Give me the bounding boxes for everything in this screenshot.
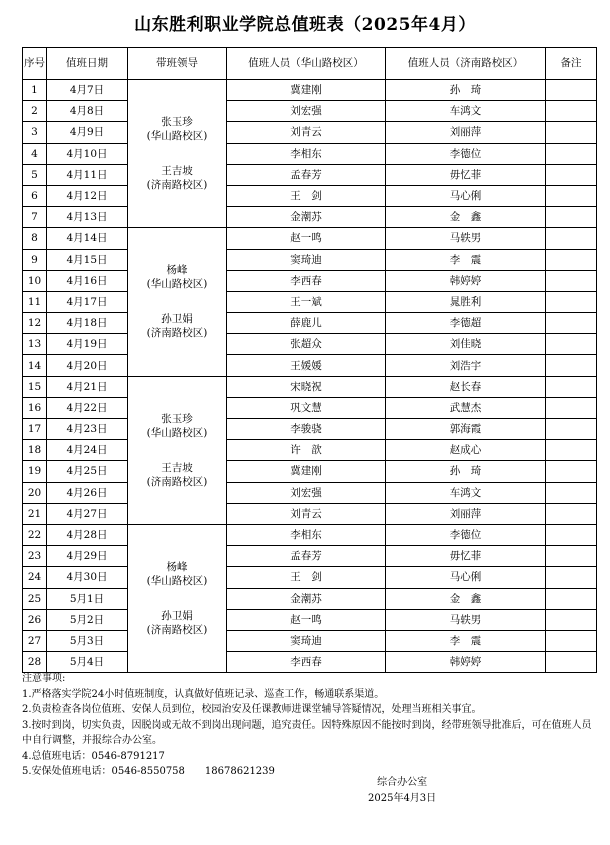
- leader-campus: (华山路校区): [146, 130, 208, 143]
- table-row: [23, 355, 597, 376]
- cell-huashan-staff: 宋晓祝: [227, 376, 386, 397]
- duty-table: [22, 47, 597, 673]
- cell-seq: 19: [23, 461, 47, 482]
- cell-seq: 27: [23, 630, 47, 651]
- cell-huashan-staff: 窦琦迪: [227, 630, 386, 651]
- cell-leader: [128, 80, 227, 228]
- leader-spacer: [128, 440, 226, 456]
- cell-jinan-staff: 孙 琦: [386, 80, 546, 101]
- leader-name: 张玉珍: [161, 412, 193, 425]
- note-item: 3.按时到岗，切实负责，因脱岗或无故不到岗出现问题，追究责任。因特殊原因不能按时到岗，经带班领导批准后，可在值班人员中自行调整，并报综合办公室。: [22, 719, 592, 746]
- cell-jinan-staff: 毋忆菲: [386, 164, 546, 185]
- cell-remark: [546, 313, 597, 334]
- cell-huashan-staff: 刘宏强: [227, 482, 386, 503]
- cell-seq: 7: [23, 207, 47, 228]
- table-row: [23, 101, 597, 122]
- table-row: [23, 122, 597, 143]
- cell-remark: [546, 419, 597, 440]
- cell-date: 5月4日: [47, 652, 128, 673]
- table-row: [23, 503, 597, 524]
- table-row: [23, 588, 597, 609]
- table-row: [23, 143, 597, 164]
- cell-jinan-staff: 韩婷婷: [386, 270, 546, 291]
- cell-remark: [546, 207, 597, 228]
- cell-jinan-staff: 赵成心: [386, 440, 546, 461]
- cell-seq: 23: [23, 546, 47, 567]
- cell-remark: [546, 524, 597, 545]
- cell-jinan-staff: 金 鑫: [386, 588, 546, 609]
- cell-jinan-staff: 马心俐: [386, 567, 546, 588]
- leader-name: 张玉珍: [161, 116, 193, 129]
- cell-jinan-staff: 车鸿文: [386, 482, 546, 503]
- cell-remark: [546, 334, 597, 355]
- cell-date: 4月22日: [47, 397, 128, 418]
- cell-jinan-staff: 马轶男: [386, 609, 546, 630]
- cell-remark: [546, 461, 597, 482]
- cell-seq: 1: [23, 80, 47, 101]
- cell-huashan-staff: 王 剑: [227, 567, 386, 588]
- cell-jinan-staff: 李 震: [386, 630, 546, 651]
- notes-heading: 注意事项:: [22, 673, 66, 684]
- leader-name: 王吉坡: [161, 461, 193, 474]
- cell-date: 4月9日: [47, 122, 128, 143]
- leader-spacer: [128, 588, 226, 604]
- cell-leader: [128, 524, 227, 672]
- cell-date: 4月23日: [47, 419, 128, 440]
- cell-remark: [546, 80, 597, 101]
- cell-huashan-staff: 孟春芳: [227, 164, 386, 185]
- cell-date: 4月16日: [47, 270, 128, 291]
- cell-seq: 22: [23, 524, 47, 545]
- cell-seq: 9: [23, 249, 47, 270]
- leader-spacer: [128, 143, 226, 159]
- table-row: [23, 546, 597, 567]
- cell-jinan-staff: 车鸿文: [386, 101, 546, 122]
- cell-seq: 16: [23, 397, 47, 418]
- cell-seq: 8: [23, 228, 47, 249]
- cell-remark: [546, 185, 597, 206]
- cell-jinan-staff: 晁胜利: [386, 291, 546, 312]
- leader-campus: (济南路校区): [146, 475, 208, 488]
- cell-huashan-staff: 王媛媛: [227, 355, 386, 376]
- cell-date: 4月11日: [47, 164, 128, 185]
- table-row: [23, 185, 597, 206]
- issuer-block: [368, 775, 436, 807]
- cell-remark: [546, 228, 597, 249]
- cell-huashan-staff: 刘青云: [227, 503, 386, 524]
- table-row: [23, 482, 597, 503]
- cell-seq: 11: [23, 291, 47, 312]
- cell-huashan-staff: 李西春: [227, 270, 386, 291]
- note-item: 2.负责检查各岗位值班、安保人员到位，校园治安及任课教师进课堂辅导答疑情况，处理当班相关事宜。: [22, 704, 482, 715]
- cell-huashan-staff: 赵一鸣: [227, 228, 386, 249]
- table-header-row: [23, 48, 597, 80]
- cell-remark: [546, 376, 597, 397]
- issue-date: 2025年4月3日: [368, 793, 437, 804]
- cell-remark: [546, 652, 597, 673]
- table-row: [23, 228, 597, 249]
- cell-jinan-staff: 李德位: [386, 143, 546, 164]
- leader-campus: (济南路校区): [146, 179, 208, 192]
- cell-jinan-staff: 马心俐: [386, 185, 546, 206]
- cell-remark: [546, 122, 597, 143]
- cell-jinan-staff: 孙 琦: [386, 461, 546, 482]
- cell-seq: 4: [23, 143, 47, 164]
- cell-date: 4月7日: [47, 80, 128, 101]
- cell-jinan-staff: 金 鑫: [386, 207, 546, 228]
- cell-seq: 13: [23, 334, 47, 355]
- leader-name: 孙卫娟: [161, 610, 193, 623]
- cell-date: 4月27日: [47, 503, 128, 524]
- table-row: [23, 652, 597, 673]
- cell-huashan-staff: 李相东: [227, 143, 386, 164]
- cell-remark: [546, 630, 597, 651]
- header-remark: 备注: [546, 48, 597, 80]
- cell-date: 4月30日: [47, 567, 128, 588]
- cell-huashan-staff: 孟春芳: [227, 546, 386, 567]
- table-row: [23, 80, 597, 101]
- cell-huashan-staff: 张超众: [227, 334, 386, 355]
- leader-name: 王吉坡: [161, 165, 193, 178]
- cell-seq: 3: [23, 122, 47, 143]
- leader-name: 杨峰: [166, 264, 188, 277]
- cell-jinan-staff: 郭海霞: [386, 419, 546, 440]
- cell-seq: 25: [23, 588, 47, 609]
- cell-remark: [546, 503, 597, 524]
- cell-seq: 26: [23, 609, 47, 630]
- cell-date: 4月12日: [47, 185, 128, 206]
- table-row: [23, 440, 597, 461]
- table-row: [23, 164, 597, 185]
- cell-huashan-staff: 冀建刚: [227, 461, 386, 482]
- cell-date: 4月26日: [47, 482, 128, 503]
- header-jinan-staff: 值班人员（济南路校区）: [386, 48, 546, 80]
- cell-seq: 12: [23, 313, 47, 334]
- cell-remark: [546, 101, 597, 122]
- cell-seq: 17: [23, 419, 47, 440]
- cell-huashan-staff: 金潮苏: [227, 207, 386, 228]
- cell-seq: 24: [23, 567, 47, 588]
- cell-jinan-staff: 刘丽萍: [386, 503, 546, 524]
- note-item: 5.安保处值班电话：0546-8550758 18678621239: [22, 766, 275, 777]
- cell-remark: [546, 440, 597, 461]
- cell-date: 4月19日: [47, 334, 128, 355]
- cell-jinan-staff: 毋忆菲: [386, 546, 546, 567]
- cell-seq: 6: [23, 185, 47, 206]
- cell-huashan-staff: 刘宏强: [227, 101, 386, 122]
- header-date: 值班日期: [47, 48, 128, 80]
- cell-remark: [546, 397, 597, 418]
- header-seq: 序号: [23, 48, 47, 80]
- table-row: [23, 630, 597, 651]
- cell-huashan-staff: 赵一鸣: [227, 609, 386, 630]
- cell-seq: 15: [23, 376, 47, 397]
- table-row: [23, 419, 597, 440]
- header-leader: 带班领导: [128, 48, 227, 80]
- cell-jinan-staff: 赵长春: [386, 376, 546, 397]
- cell-huashan-staff: 李西春: [227, 652, 386, 673]
- leader-campus: (济南路校区): [146, 624, 208, 637]
- cell-date: 4月15日: [47, 249, 128, 270]
- cell-date: 4月17日: [47, 291, 128, 312]
- table-row: [23, 334, 597, 355]
- cell-remark: [546, 588, 597, 609]
- cell-leader: [128, 228, 227, 376]
- cell-huashan-staff: 窦琦迪: [227, 249, 386, 270]
- cell-date: 4月8日: [47, 101, 128, 122]
- cell-date: 4月24日: [47, 440, 128, 461]
- cell-date: 5月3日: [47, 630, 128, 651]
- cell-jinan-staff: 刘佳晓: [386, 334, 546, 355]
- cell-seq: 5: [23, 164, 47, 185]
- cell-seq: 14: [23, 355, 47, 376]
- cell-huashan-staff: 刘青云: [227, 122, 386, 143]
- cell-jinan-staff: 刘浩宇: [386, 355, 546, 376]
- cell-remark: [546, 249, 597, 270]
- table-row: [23, 567, 597, 588]
- cell-date: 4月25日: [47, 461, 128, 482]
- cell-huashan-staff: 金潮苏: [227, 588, 386, 609]
- cell-seq: 18: [23, 440, 47, 461]
- cell-huashan-staff: 李骏骁: [227, 419, 386, 440]
- cell-date: 4月18日: [47, 313, 128, 334]
- cell-jinan-staff: 李 震: [386, 249, 546, 270]
- leader-campus: (华山路校区): [146, 426, 208, 439]
- cell-jinan-staff: 韩婷婷: [386, 652, 546, 673]
- cell-jinan-staff: 李德超: [386, 313, 546, 334]
- table-row: [23, 249, 597, 270]
- leader-campus: (华山路校区): [146, 575, 208, 588]
- cell-seq: 21: [23, 503, 47, 524]
- cell-remark: [546, 482, 597, 503]
- cell-jinan-staff: 马轶男: [386, 228, 546, 249]
- cell-remark: [546, 355, 597, 376]
- leader-spacer: [128, 291, 226, 307]
- header-huashan-staff: 值班人员（华山路校区）: [227, 48, 386, 80]
- cell-remark: [546, 291, 597, 312]
- cell-remark: [546, 164, 597, 185]
- cell-remark: [546, 567, 597, 588]
- cell-remark: [546, 143, 597, 164]
- cell-date: 4月10日: [47, 143, 128, 164]
- cell-date: 5月2日: [47, 609, 128, 630]
- cell-seq: 28: [23, 652, 47, 673]
- table-row: [23, 397, 597, 418]
- cell-jinan-staff: 刘丽萍: [386, 122, 546, 143]
- cell-date: 4月21日: [47, 376, 128, 397]
- cell-seq: 10: [23, 270, 47, 291]
- duty-table-body: [23, 80, 597, 673]
- table-row: [23, 207, 597, 228]
- cell-remark: [546, 609, 597, 630]
- cell-date: 4月14日: [47, 228, 128, 249]
- table-row: [23, 609, 597, 630]
- cell-jinan-staff: 武慧杰: [386, 397, 546, 418]
- cell-huashan-staff: 王一斌: [227, 291, 386, 312]
- cell-huashan-staff: 许 歆: [227, 440, 386, 461]
- cell-remark: [546, 270, 597, 291]
- table-row: [23, 313, 597, 334]
- table-row: [23, 270, 597, 291]
- table-row: [23, 461, 597, 482]
- cell-huashan-staff: 冀建刚: [227, 80, 386, 101]
- page-title: 山东胜利职业学院总值班表（2025年4月）: [134, 15, 476, 35]
- cell-remark: [546, 546, 597, 567]
- table-row: [23, 376, 597, 397]
- cell-date: 4月29日: [47, 546, 128, 567]
- leader-campus: (华山路校区): [146, 278, 208, 291]
- cell-leader: [128, 376, 227, 524]
- cell-date: 4月20日: [47, 355, 128, 376]
- cell-huashan-staff: 王 剑: [227, 185, 386, 206]
- note-item: 4.总值班电话：0546-8791217: [22, 750, 165, 762]
- notes-section: [22, 671, 600, 780]
- cell-huashan-staff: 薛鹿儿: [227, 313, 386, 334]
- leader-name: 杨峰: [166, 561, 188, 574]
- cell-jinan-staff: 李德位: [386, 524, 546, 545]
- cell-seq: 20: [23, 482, 47, 503]
- leader-name: 孙卫娟: [161, 313, 193, 326]
- cell-huashan-staff: 巩文慧: [227, 397, 386, 418]
- table-row: [23, 291, 597, 312]
- table-row: [23, 524, 597, 545]
- issuer-office: 综合办公室: [377, 777, 428, 788]
- cell-huashan-staff: 李相东: [227, 524, 386, 545]
- cell-date: 4月28日: [47, 524, 128, 545]
- cell-seq: 2: [23, 101, 47, 122]
- cell-date: 5月1日: [47, 588, 128, 609]
- note-item: 1.严格落实学院24小时值班制度，认真做好值班记录、巡查工作，畅通联系渠道。: [22, 688, 385, 700]
- leader-campus: (济南路校区): [146, 327, 208, 340]
- cell-date: 4月13日: [47, 207, 128, 228]
